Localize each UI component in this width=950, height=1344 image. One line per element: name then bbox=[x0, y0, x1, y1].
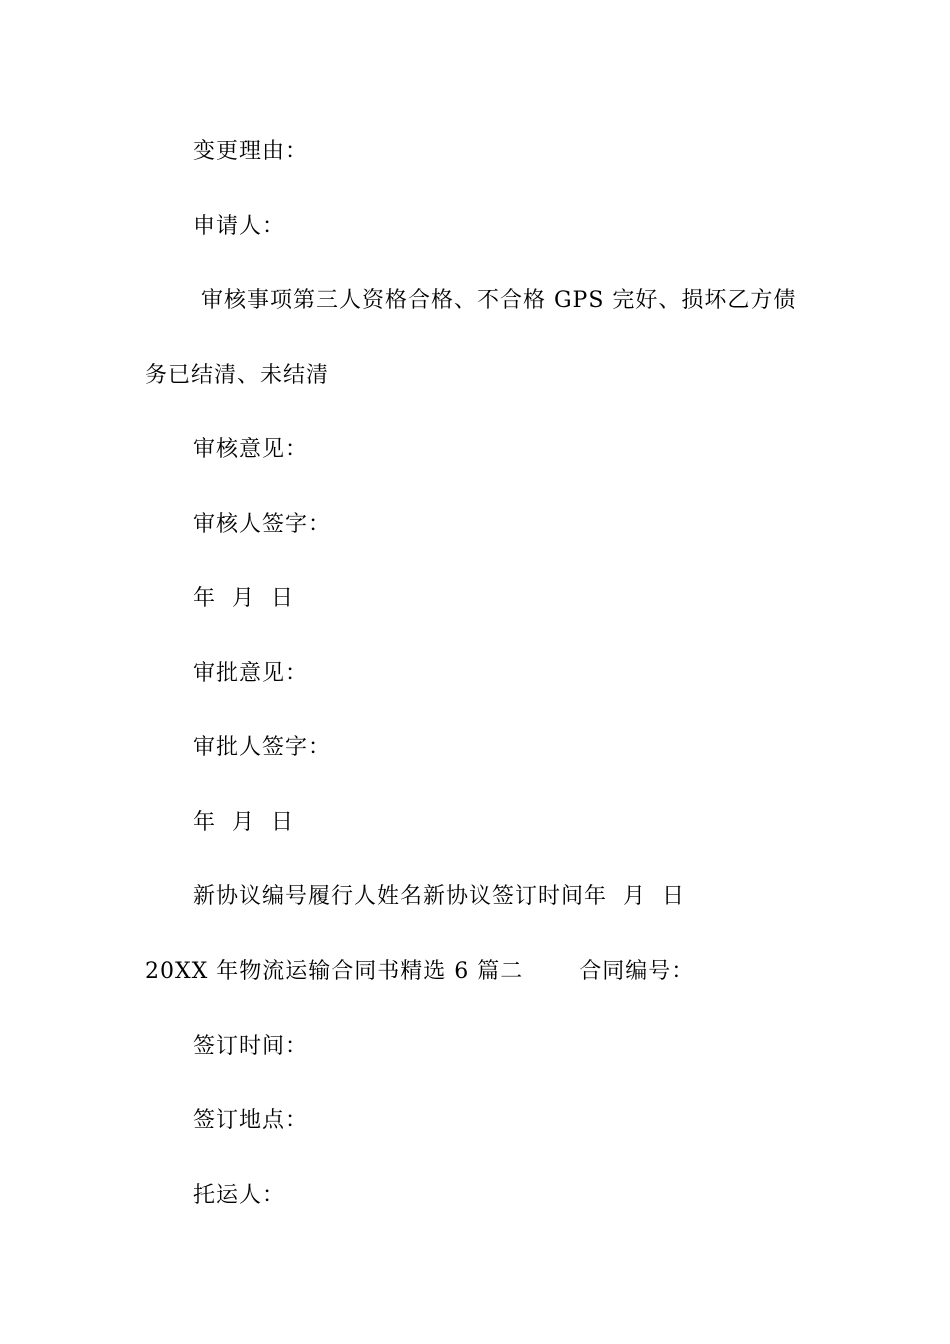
section-title-contract-number: 20XX 年物流运输合同书精选 6 篇二 合同编号： bbox=[145, 959, 695, 984]
signing-time-label: 签订时间： bbox=[193, 1034, 309, 1059]
approver-signature-label: 审批人签字： bbox=[193, 735, 332, 760]
shipper-label: 托运人： bbox=[193, 1183, 286, 1208]
change-reason-label: 变更理由： bbox=[193, 139, 309, 164]
review-items-line-2: 务已结清、未结清 bbox=[145, 363, 330, 388]
approval-date-line: 年 月 日 bbox=[193, 810, 294, 835]
applicant-label: 申请人： bbox=[193, 214, 286, 239]
review-opinion-label: 审核意见： bbox=[193, 437, 309, 462]
signing-place-label: 签订地点： bbox=[193, 1108, 309, 1133]
review-items-line-1: 审核事项第三人资格合格、不合格 GPS 完好、损坏乙方债 bbox=[193, 288, 797, 313]
reviewer-signature-label: 审核人签字： bbox=[193, 512, 332, 537]
review-date-line: 年 月 日 bbox=[193, 586, 294, 611]
new-agreement-line: 新协议编号履行人姓名新协议签订时间年 月 日 bbox=[193, 884, 685, 909]
approval-opinion-label: 审批意见： bbox=[193, 661, 309, 686]
